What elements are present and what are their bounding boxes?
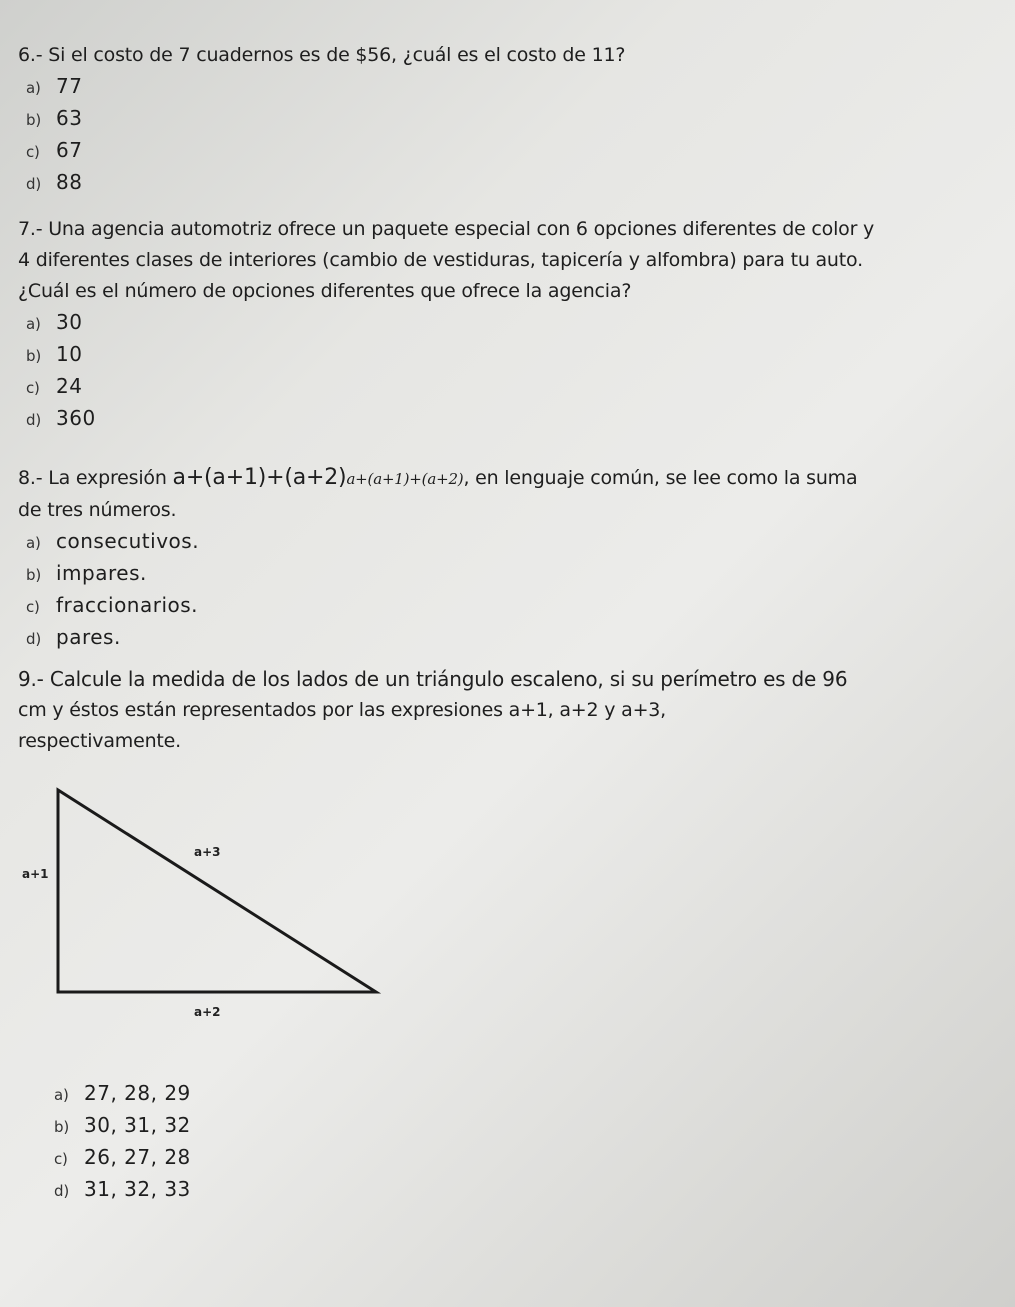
question-8-line-2: de tres números. (18, 499, 177, 521)
question-6-option-c[interactable] (26, 135, 993, 167)
question-8-prefix: 8.- La expresión (18, 467, 173, 489)
question-7 (18, 214, 993, 435)
question-9-option-c[interactable] (54, 1142, 446, 1174)
option-value: 67 (56, 138, 83, 162)
triangle-label-hypotenuse: a+3 (194, 845, 221, 859)
option-value: 30, 31, 32 (84, 1113, 191, 1137)
triangle-diagram (18, 780, 398, 1030)
question-9-line-2: cm y éstos están representados por las expresiones a+1, a+2 y a+3, (18, 699, 667, 721)
option-value: 77 (56, 74, 83, 98)
triangle-shape (58, 790, 376, 992)
option-letter: c) (54, 1150, 68, 1168)
question-9 (18, 664, 993, 757)
option-value: 63 (56, 106, 83, 130)
question-7-option-c[interactable] (26, 371, 993, 403)
expression-large: a+(a+1)+(a+2) (172, 465, 347, 490)
question-6 (18, 40, 993, 199)
option-letter: b) (26, 347, 41, 365)
option-letter: c) (26, 598, 40, 616)
question-9-options (46, 1078, 446, 1206)
question-8-option-c[interactable] (26, 590, 993, 622)
option-value: 10 (56, 342, 83, 366)
option-letter: a) (54, 1086, 69, 1104)
question-7-line-3: ¿Cuál es el número de opciones diferentes que ofrece la agencia? (18, 280, 632, 302)
option-letter: d) (26, 175, 41, 193)
question-8 (18, 462, 993, 654)
option-value: impares. (56, 561, 147, 585)
question-7-option-a[interactable] (26, 307, 993, 339)
question-6-option-d[interactable] (26, 167, 993, 199)
option-value: 27, 28, 29 (84, 1081, 191, 1105)
question-9-line-3: respectivamente. (18, 730, 182, 752)
expression-small: a+(a+1)+(a+2) (346, 470, 464, 488)
triangle-label-left: a+1 (22, 867, 49, 881)
question-6-text: 6.- Si el costo de 7 cuadernos es de $56, ¿cuál es el costo de 11? (18, 44, 626, 66)
option-value: 88 (56, 170, 83, 194)
question-9-line-1: 9.- Calcule la medida de los lados de un triángulo escaleno, si su perímetro es de 96 (18, 667, 848, 691)
option-value: 30 (56, 310, 83, 334)
question-7-option-b[interactable] (26, 339, 993, 371)
option-value: 360 (56, 406, 96, 430)
question-7-line-1: 7.- Una agencia automotriz ofrece un paquete especial con 6 opciones diferentes de color y (18, 218, 875, 240)
question-8-option-d[interactable] (26, 622, 993, 654)
question-7-line-2: 4 diferentes clases de interiores (cambio de vestiduras, tapicería y alfombra) para tu auto. (18, 249, 863, 271)
triangle-label-bottom: a+2 (194, 1005, 221, 1019)
option-letter: a) (26, 315, 41, 333)
question-8-line-1 (18, 462, 993, 495)
question-8-option-a[interactable] (26, 526, 993, 558)
option-value: 31, 32, 33 (84, 1177, 191, 1201)
option-value: 26, 27, 28 (84, 1145, 191, 1169)
question-8-option-b[interactable] (26, 558, 993, 590)
option-letter: c) (26, 143, 40, 161)
triangle-svg (18, 780, 398, 1030)
question-6-option-b[interactable] (26, 103, 993, 135)
question-9-option-a[interactable] (54, 1078, 446, 1110)
option-letter: d) (26, 411, 41, 429)
question-9-option-d[interactable] (54, 1174, 446, 1206)
option-letter: b) (26, 566, 41, 584)
option-value: pares. (56, 625, 121, 649)
question-6-option-a[interactable] (26, 71, 993, 103)
option-letter: a) (26, 79, 41, 97)
option-letter: b) (54, 1118, 69, 1136)
option-letter: c) (26, 379, 40, 397)
option-value: 24 (56, 374, 83, 398)
option-letter: b) (26, 111, 41, 129)
option-letter: d) (54, 1182, 69, 1200)
option-value: fraccionarios. (56, 593, 199, 617)
option-value: consecutivos. (56, 529, 200, 553)
option-letter: a) (26, 534, 41, 552)
option-letter: d) (26, 630, 41, 648)
question-8-suffix: , en lenguaje común, se lee como la suma (463, 467, 858, 489)
question-7-option-d[interactable] (26, 403, 993, 435)
question-9-option-b[interactable] (54, 1110, 446, 1142)
